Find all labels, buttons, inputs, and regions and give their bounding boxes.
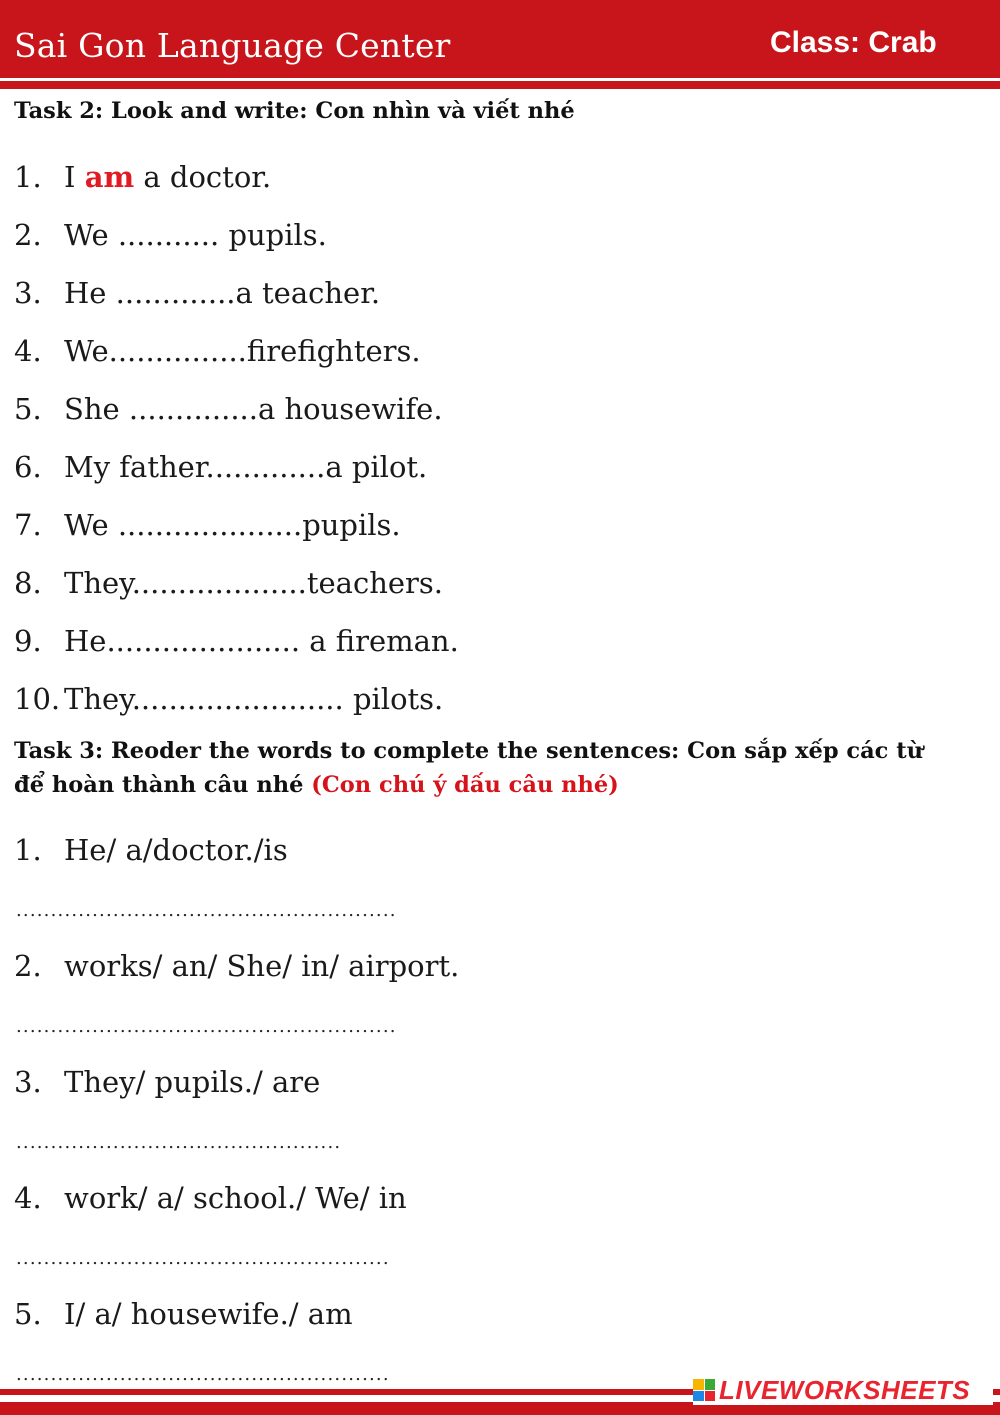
task2-item-2[interactable] xyxy=(14,218,327,252)
scrambled-words: He/ a/doctor./is xyxy=(64,833,288,867)
item-text: She ..............a housewife. xyxy=(64,392,443,426)
example-answer: am xyxy=(84,160,135,194)
scrambled-words: works/ an/ She/ in/ airport. xyxy=(64,949,460,983)
item-number: 6. xyxy=(14,450,42,484)
item-number: 3. xyxy=(14,1065,42,1099)
task3-item-3 xyxy=(14,1065,320,1099)
item-text: We...............firefighters. xyxy=(64,334,421,368)
liveworksheets-logo-icon xyxy=(693,1379,715,1401)
item-text-before: I xyxy=(64,160,85,194)
task3-punctuation-note: (Con chú ý dấu câu nhé) xyxy=(311,772,619,798)
task3-item-4 xyxy=(14,1181,407,1215)
item-number: 1. xyxy=(14,160,42,194)
item-text: We ....................pupils. xyxy=(64,508,401,542)
answer-blank-5[interactable]: ...................................................... xyxy=(16,1364,390,1385)
task2-item-9[interactable] xyxy=(14,624,459,658)
task2-item-1 xyxy=(14,160,271,194)
task2-item-4[interactable] xyxy=(14,334,421,368)
task2-heading: Task 2: Look and write: Con nhìn và viết nhé xyxy=(14,98,575,124)
item-number: 3. xyxy=(14,276,42,310)
answer-blank-2[interactable]: ....................................................... xyxy=(16,1016,397,1037)
item-number: 5. xyxy=(14,1297,42,1331)
item-number: 2. xyxy=(14,949,42,983)
liveworksheets-watermark xyxy=(693,1375,993,1405)
item-number: 9. xyxy=(14,624,42,658)
task3-item-2 xyxy=(14,949,459,983)
task2-item-3[interactable] xyxy=(14,276,380,310)
header-bar xyxy=(0,0,1000,78)
item-text-after: a doctor. xyxy=(134,160,272,194)
item-text: My father.............a pilot. xyxy=(64,450,428,484)
item-text: He..................... a fireman. xyxy=(64,624,459,658)
scrambled-words: I/ a/ housewife./ am xyxy=(64,1297,353,1331)
task3-item-1 xyxy=(14,833,288,867)
task3-heading-line2 xyxy=(14,772,619,798)
task2-item-6[interactable] xyxy=(14,450,427,484)
task3-heading-text: để hoàn thành câu nhé xyxy=(14,772,312,798)
answer-blank-3[interactable]: ............................................... xyxy=(16,1132,342,1153)
item-text: He .............a teacher. xyxy=(64,276,381,310)
item-number: 1. xyxy=(14,833,42,867)
task2-item-7[interactable] xyxy=(14,508,401,542)
item-text: We ........... pupils. xyxy=(64,218,327,252)
item-number: 7. xyxy=(14,508,42,542)
answer-blank-4[interactable]: ...................................................... xyxy=(16,1248,390,1269)
item-number: 4. xyxy=(14,334,42,368)
header-divider xyxy=(0,81,1000,89)
task3-heading-line1: Task 3: Reoder the words to complete the sentences: Con sắp xếp các từ xyxy=(14,738,923,764)
task2-item-8[interactable] xyxy=(14,566,443,600)
task3-item-5 xyxy=(14,1297,353,1331)
answer-blank-1[interactable]: ....................................................... xyxy=(16,900,397,921)
item-text: They...................teachers. xyxy=(64,566,444,600)
item-number: 8. xyxy=(14,566,42,600)
scrambled-words: They/ pupils./ are xyxy=(64,1065,321,1099)
task2-item-10[interactable] xyxy=(14,682,443,716)
item-number: 2. xyxy=(14,218,42,252)
item-text: They....................... pilots. xyxy=(64,682,444,716)
class-label: Class: Crab xyxy=(770,26,937,59)
item-number: 5. xyxy=(14,392,42,426)
center-name: Sai Gon Language Center xyxy=(14,26,451,65)
task2-item-5[interactable] xyxy=(14,392,443,426)
item-number: 10. xyxy=(14,682,61,716)
scrambled-words: work/ a/ school./ We/ in xyxy=(64,1181,407,1215)
watermark-text: LIVEWORKSHEETS xyxy=(719,1374,971,1405)
item-number: 4. xyxy=(14,1181,42,1215)
